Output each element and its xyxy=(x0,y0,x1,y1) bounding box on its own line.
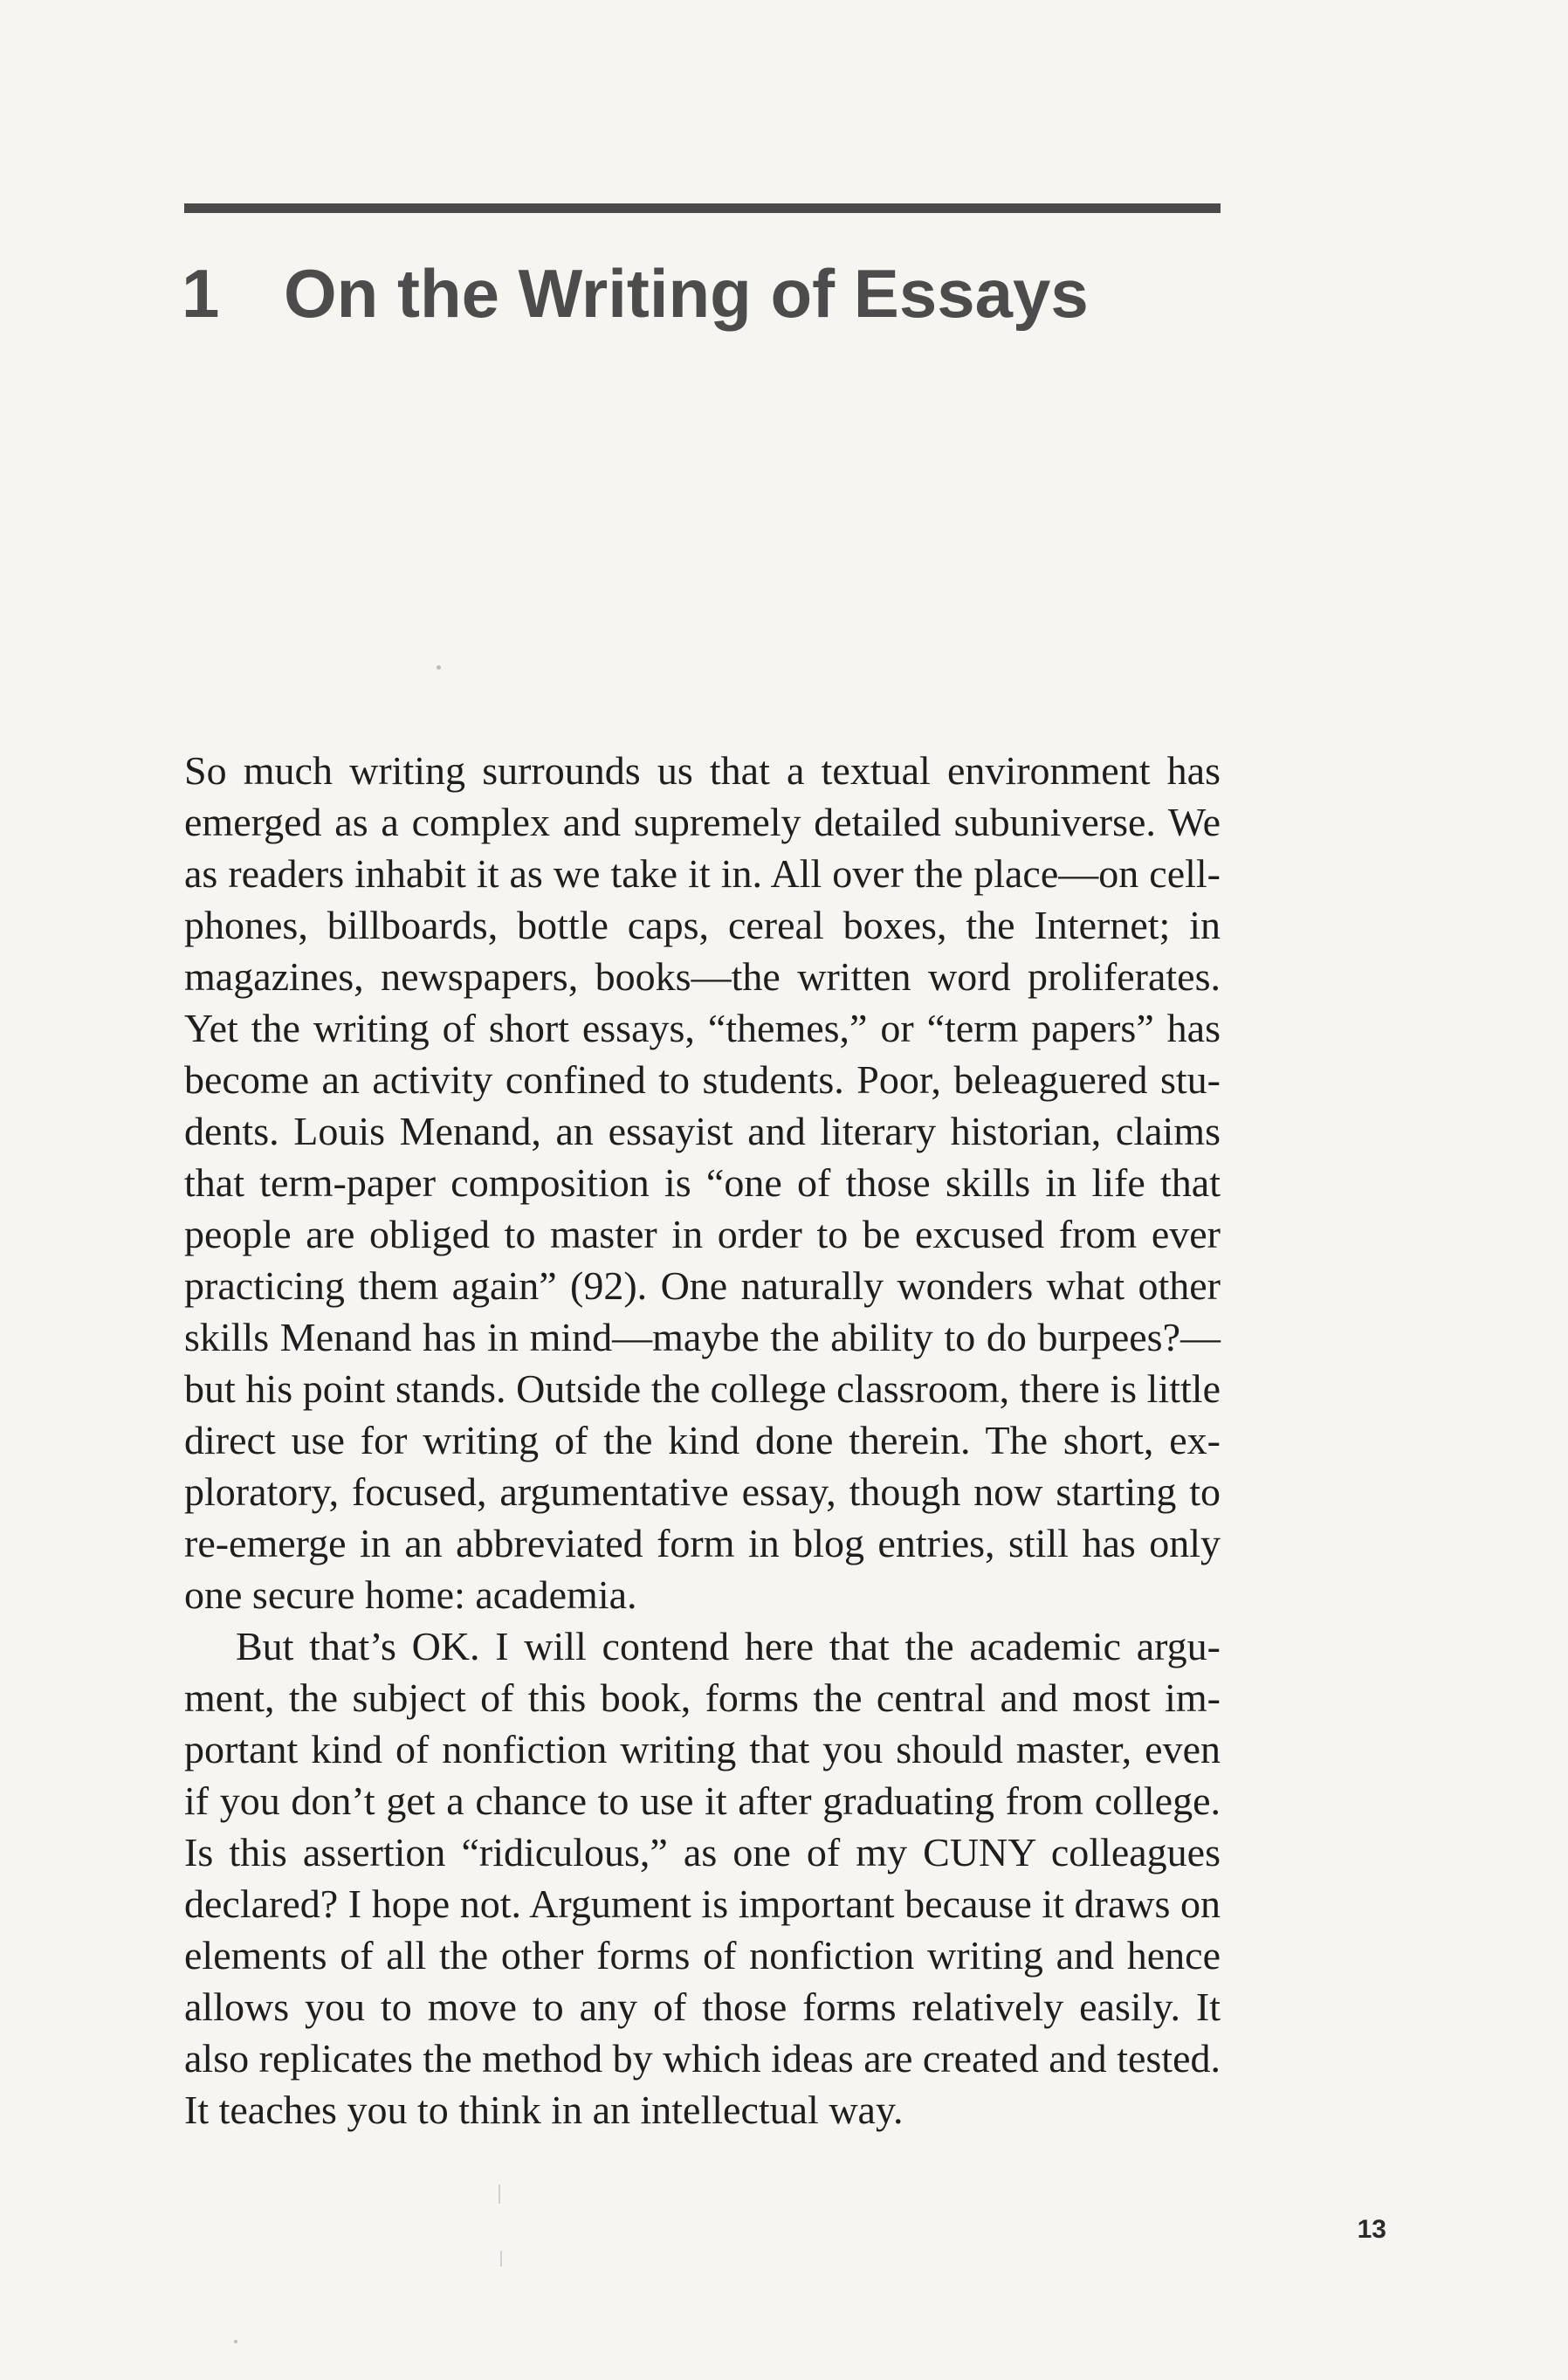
chapter-heading xyxy=(182,250,1229,337)
scan-mark xyxy=(500,2251,502,2267)
paragraph-2: But that’s OK. I will contend here that the academic argument, the subject of this book, forms the central and most important kind of nonfiction writing that you should master, even if you don’t get a chance to use it after graduating from college. Is this assertion “ridiculous,” as one of my CUNY colleagues declared? I hope not. Argument is important because it draws on elements of all the other forms of nonfiction writing and hence allows you to move to any of those forms relatively easily. It also replicates the method by which ideas are created and tested. It teaches you to think in an intellectual way. xyxy=(184,1624,1221,2132)
chapter-rule xyxy=(184,203,1221,213)
scan-mark xyxy=(499,2184,500,2204)
body-text xyxy=(184,745,1221,2136)
page-number: 13 xyxy=(1357,2215,1386,2244)
scan-speck xyxy=(437,665,441,670)
scan-speck xyxy=(234,2340,237,2343)
chapter-number: 1 xyxy=(182,255,220,332)
chapter-title: On the Writing of Essays xyxy=(284,255,1089,332)
paragraph-1: So much writing surrounds us that a textual environment has emerged as a complex and supremely detailed subuniverse. We as readers inhabit it as we take it in. All over the place—on cellphones, billboards, bottle caps, cereal boxes, the Internet; in magazines, newspapers, books—the written word proliferates. Yet the writing of short essays, “themes,” or “term papers” has become an activity confined to students. Poor, beleaguered students. Louis Menand, an essayist and literary historian, claims that term-paper composition is “one of those skills in life that people are obliged to master in order to be excused from ever practicing them again” (92). One naturally wonders what other skills Menand has in mind—maybe the ability to do burpees?— but his point stands. Outside the college classroom, there is little direct use for writing of the kind done therein. The short, exploratory, focused, argumentative essay, though now starting to re-emerge in an abbreviated form in blog entries, still has only one secure home: academia. xyxy=(184,748,1221,1617)
